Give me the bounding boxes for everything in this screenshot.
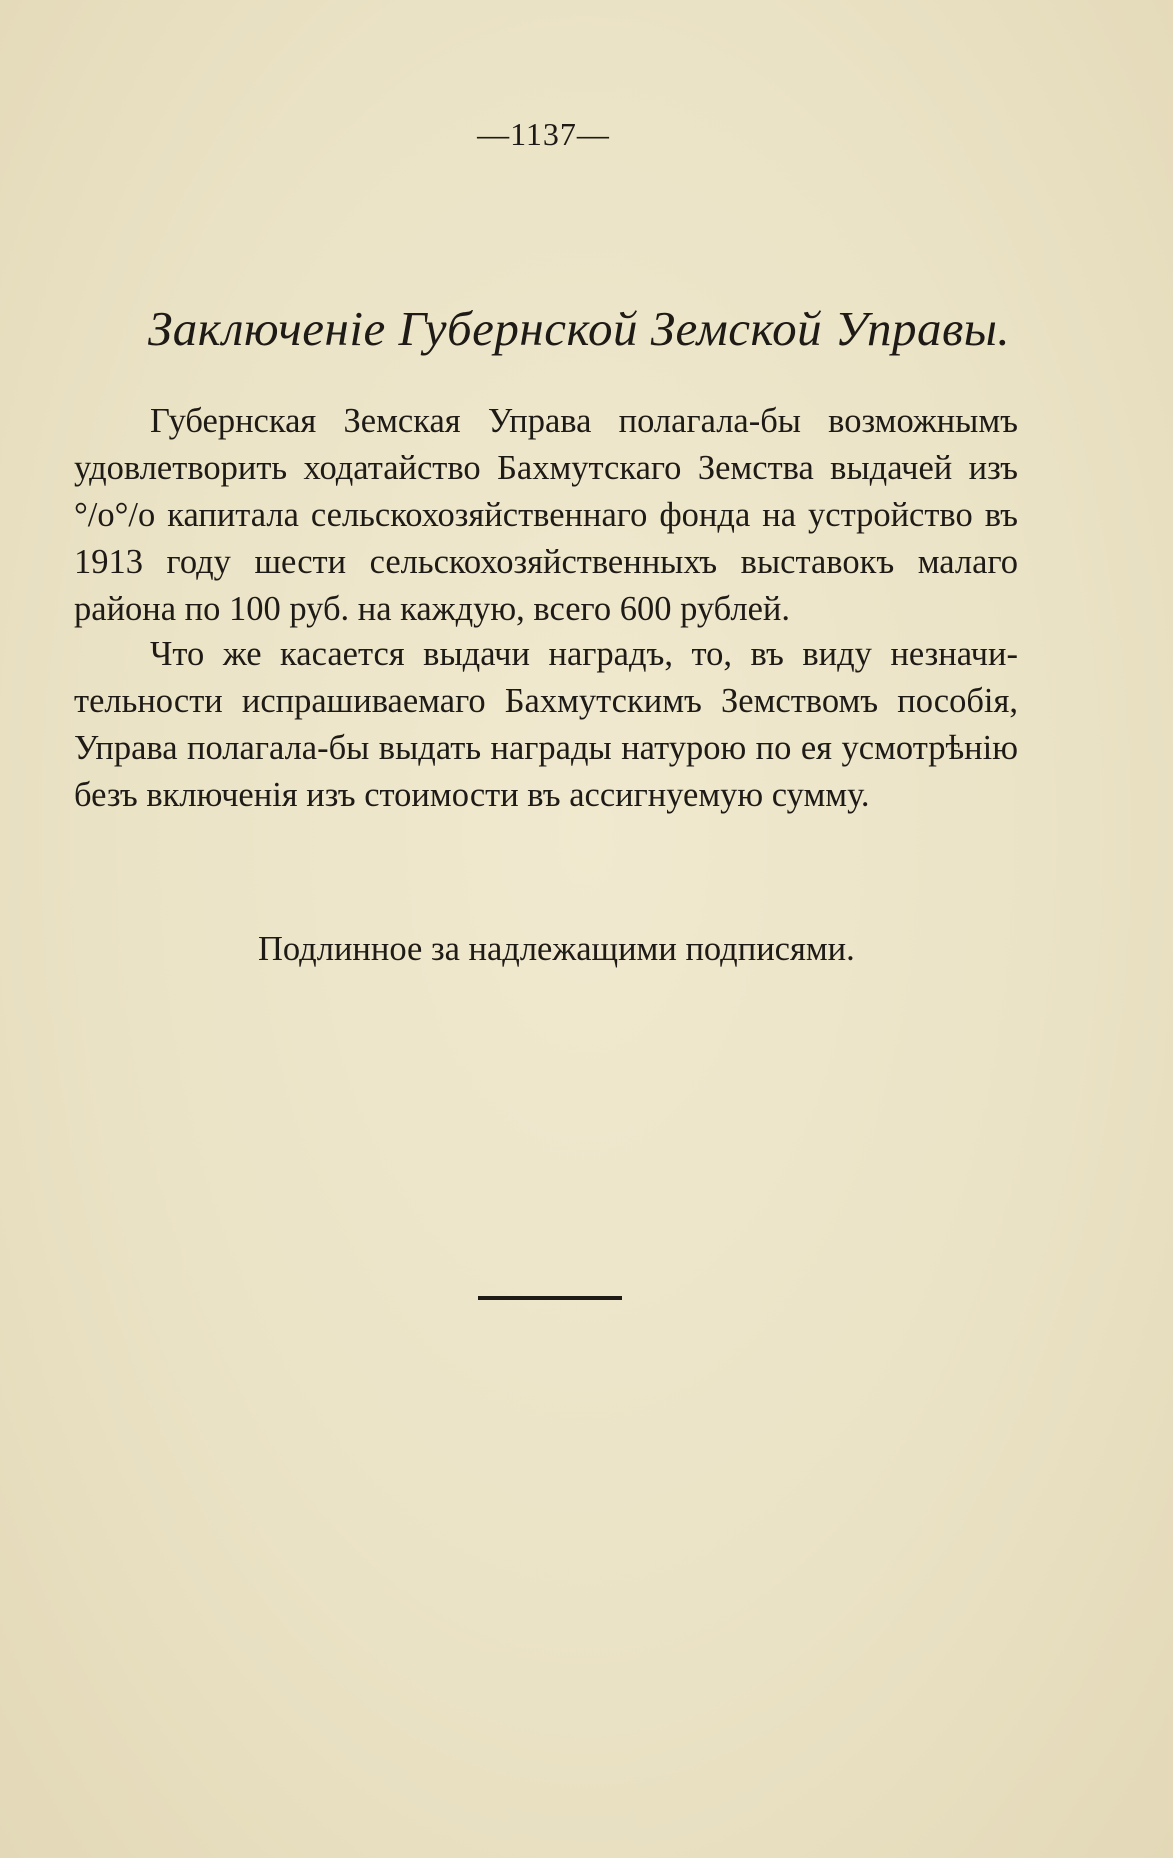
- page-title: Заключенiе Губернской Земской Управы.: [148, 301, 1011, 356]
- closing-line: Подлинное за надлежащими подписями.: [258, 930, 855, 968]
- paragraph-2: Что же касается выдачи наградъ, то, въ виду незначительности испрашиваемаго Бахмутскимъ Земствомъ пособiя, Управа полагала-бы выдать награды натурою по ея усмотрѣнiю безъ включенiя изъ стоимости въ ассигнуемую сумму.: [74, 635, 1018, 814]
- paragraph-1: Губернская Земская Управа полагала-бы возможнымъ удовлетворить ходатайство Бахмутскаго Земства выдачей изъ °/o°/o капитала сельскохозяйственнаго фонда на устройство въ 1913 году шести сельскохозяйственныхъ выставокъ малаго района по 100 руб. на каждую, всего 600 рублей.: [74, 402, 1018, 628]
- divider-rule: [478, 1296, 622, 1300]
- page-number: —1137—: [477, 116, 610, 152]
